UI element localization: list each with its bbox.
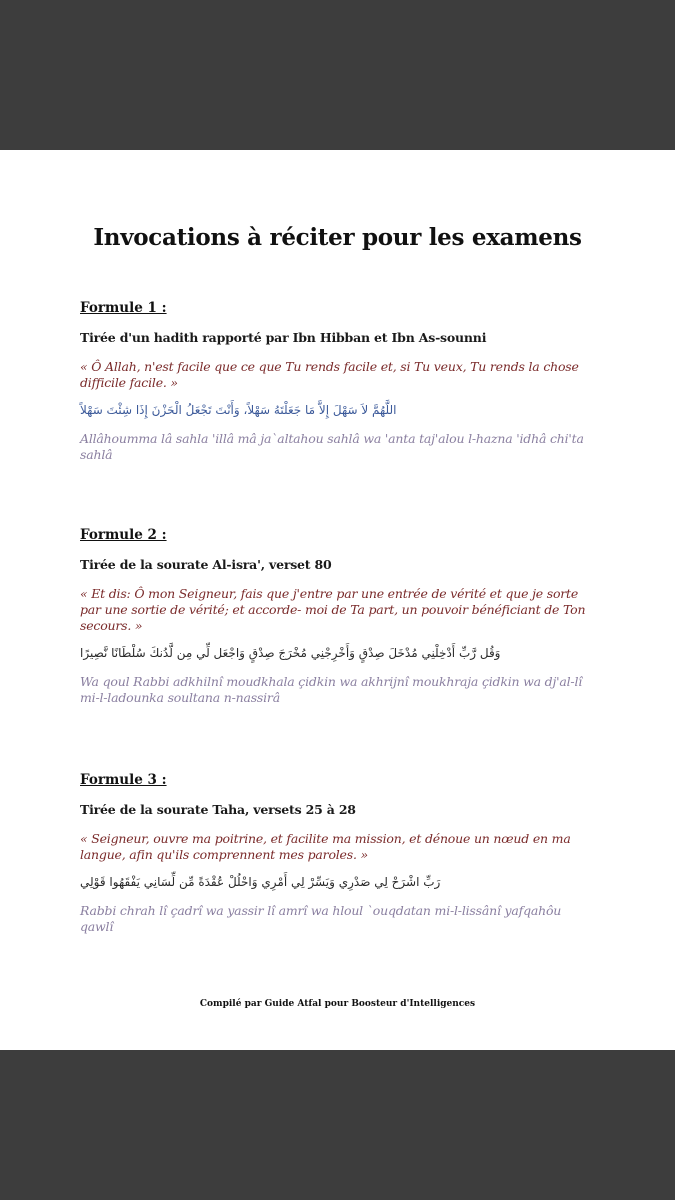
formula-heading: Formule 3 : bbox=[80, 772, 167, 788]
document-footer: Compilé par Guide Atfal pour Boosteur d'Intelligences bbox=[199, 999, 476, 1009]
formula-section-3 bbox=[80, 772, 595, 935]
formula-source: Tirée d'un hadith rapporté par Ibn Hibban et Ibn As-sounni bbox=[80, 330, 487, 345]
formula-arabic: رَبِّ اشْرَحْ لِي صَدْرِي وَيَسِّرْ لِي أَمْرِي وَاحْلُلْ عُقْدَةً مِّن لِّسَانِي يَفْقَهُوا قَوْلِي bbox=[80, 875, 441, 889]
formula-heading: Formule 1 : bbox=[80, 300, 167, 316]
document-page bbox=[0, 150, 675, 1050]
formula-transliteration: Wa qoul Rabbi adkhilnî moudkhala çidkin wa akhrijnî moukhraja çidkin wa dj'al-lî mi-l-ladounka soultana n-nassirâ bbox=[80, 674, 583, 705]
formula-arabic: وَقُل رَّبِّ أَدْخِلْنِي مُدْخَلَ صِدْقٍ وَأَخْرِجْنِي مُخْرَجَ صِدْقٍ وَاجْعَل لِّي مِن لَّدُنكَ سُلْطَانًا نَّصِيرًا bbox=[80, 646, 501, 660]
formula-transliteration: Rabbi chrah lî çadrî wa yassir lî amrî wa hloul `ouqdatan mi-l-lissânî yafqahôu qawlî bbox=[80, 903, 562, 934]
formula-translation: « Et dis: Ô mon Seigneur, fais que j'entre par une entrée de vérité et que je sorte par une sortie de vérité; et accorde- moi de Ta part, un pouvoir bénéficiant de Ton secours. » bbox=[80, 586, 586, 633]
formula-translation: « Seigneur, ouvre ma poitrine, et facilite ma mission, et dénoue un nœud en ma langue, afin qu'ils comprennent mes paroles. » bbox=[80, 831, 571, 862]
formula-arabic: اللَّهُمَّ لاَ سَهْلَ إِلاَّ مَا جَعَلْتَهُ سَهْلاً، وَأَنْتَ تَجْعَلُ الْحَزْنَ إِذَا شِئْتَ سَهْلاً bbox=[80, 403, 397, 417]
formula-section-2 bbox=[80, 527, 595, 706]
formula-source: Tirée de la sourate Al-isra', verset 80 bbox=[80, 557, 332, 572]
formula-source: Tirée de la sourate Taha, versets 25 à 28 bbox=[80, 802, 356, 817]
formula-translation: « Ô Allah, n'est facile que ce que Tu rends facile et, si Tu veux, Tu rends la chose difficile facile. » bbox=[80, 359, 579, 390]
formula-transliteration: Allâhoumma lâ sahla 'illâ mâ ja`altahou sahlâ wa 'anta taj'alou l-hazna 'idhâ chi'ta sahlâ bbox=[80, 431, 584, 462]
formula-section-1 bbox=[80, 300, 595, 463]
formula-heading: Formule 2 : bbox=[80, 527, 167, 543]
document-title: Invocations à réciter pour les examens bbox=[93, 224, 582, 251]
